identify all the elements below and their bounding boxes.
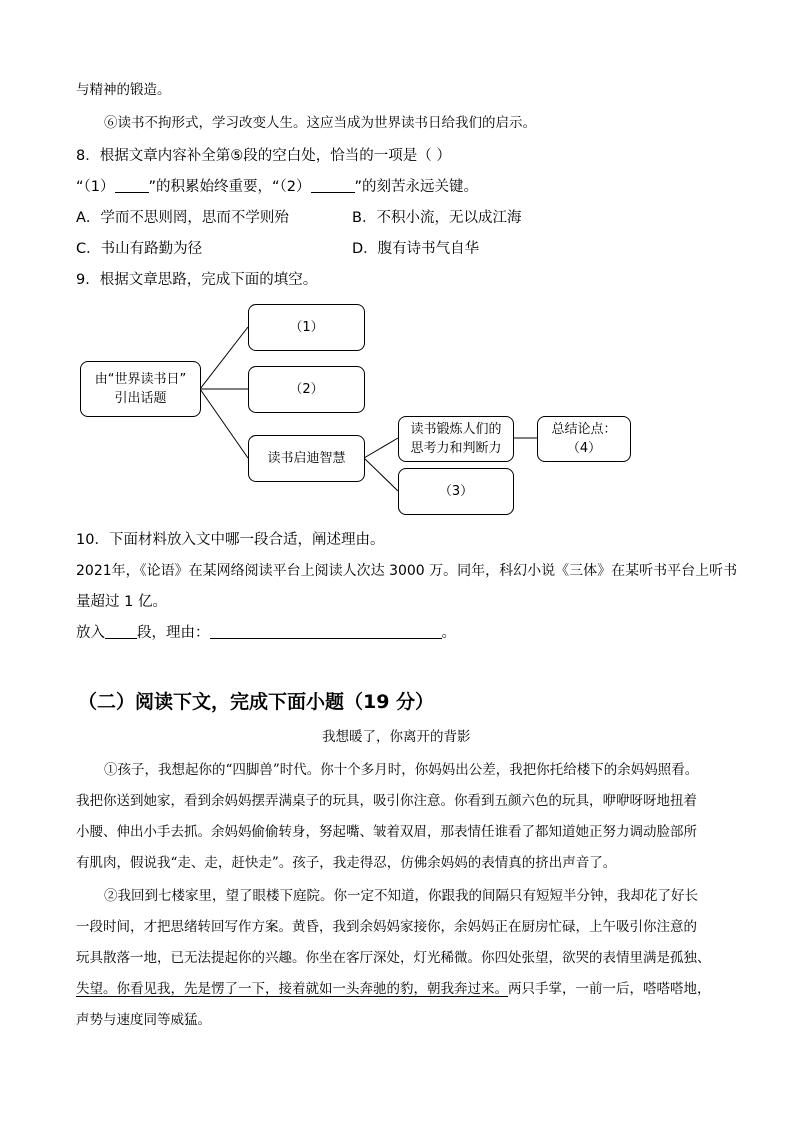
branch-3-label: 读书启迪智慧 [267,451,346,466]
underlined-sentence: 失望。你看见我，先是愣了一下，接着就如一头奔驰的豹，朝我奔过来。 [76,981,508,997]
answer-end: 。 [441,625,456,641]
conclusion-line-2: （4） [566,441,602,456]
question-8-stem: 8．根据文章内容补全第⑤段的空白处，恰当的一项是（ ） [76,148,451,164]
option-b: B．不积小流，无以成江海 [352,210,522,226]
intro-line: 与精神的锻造。 [76,82,171,98]
p1-line-3: 小腰、伸出小手去抓。余妈妈偷偷转身，努起嘴、皱着双眉，那表情任谁看了都知道她正努力调动脸部所 [76,824,697,840]
paragraph-blank[interactable] [105,624,137,639]
answer-mid: 段，理由： [137,625,210,641]
fill-text-a: “（1） [76,179,115,195]
mind-map-conclusion [537,416,631,462]
fill-text-c: ”的刻苦永远关键。 [354,179,479,195]
p2-line-1: ②我回到七楼家里，望了眼楼下庭院。你一定不知道，你跟我的间隔只有短短半分钟，我却花了好长 [104,888,698,904]
mind-map-branch-3 [248,435,365,482]
p1-line-2: 我把你送到她家，看到余妈妈摆弄满桌子的玩具，吸引你注意。你看到五颜六色的玩具，咿咿呀呀地扭着 [76,793,697,809]
p1-line-4: 有肌肉，假说我“走、走，赶快走”。孩子，我走得忍，仿佛余妈妈的表情真的挤出声音了。 [76,855,617,871]
sub-1-line-1: 读书锻炼人们的 [410,422,502,437]
section-2-title: （二）阅读下文，完成下面小题（19 分） [78,691,435,713]
mind-map-root [80,361,201,417]
mind-map-branch-2 [248,366,365,413]
sub-2-label: （3） [438,484,474,499]
material-line-2: 量超过 1 亿。 [76,594,167,610]
sub-1-line-2: 思考力和判断力 [410,441,502,456]
p1-line-1: ①孩子，我想起你的“四脚兽”时代。你十个多月时，你妈妈出公差，我把你托给楼下的余妈妈照看。 [104,762,699,778]
root-line-2: 引出话题 [114,391,167,406]
root-line-1: 由“世界读书日” [94,372,187,387]
p2-line-5: 声势与速度同等威猛。 [76,1012,211,1028]
conclusion-line-1: 总结论点： [551,422,617,437]
p2-line-4 [76,979,711,999]
mind-map-sub-1 [398,416,514,462]
article-title: 我想暖了，你离开的背影 [322,729,471,745]
p2-line-2: 一段时间，才把思绪转回写作方案。黄昏，我到余妈妈家接你，余妈妈正在厨房忙碌，上午吸引你注意的 [76,919,697,935]
question-10-stem: 10．下面材料放入文中哪一段合适，阐述理由。 [76,532,385,548]
answer-prefix: 放入 [76,625,105,641]
material-line-1: 2021年，《论语》在某网络阅读平台上阅读人次达 3000 万。同年，科幻小说《三体》在某听书平台上听书 [76,563,738,579]
fill-text-b: ”的积累始终重要，“（2） [148,179,311,195]
p2-line-3: 玩具散落一地，已无法提起你的兴趣。你坐在客厅深处，灯光稀微。你四处张望，欲哭的表情里满是孤独、 [76,950,711,966]
option-a: A．学而不思则罔，思而不学则殆 [76,210,289,226]
mind-map-branch-1 [248,304,365,351]
mind-map-sub-2 [398,468,514,515]
branch-1-label: （1） [289,320,324,335]
reason-blank[interactable] [210,624,442,639]
paragraph-6: ⑥读书不拘形式，学习改变人生。这应当成为世界读书日给我们的启示。 [104,115,536,131]
branch-2-label: （2） [289,382,324,397]
option-d: D．腹有诗书气自华 [352,241,480,257]
p2-line-4-rest: 两只手掌，一前一后，嗒嗒嗒地， [508,981,711,997]
answer-line [76,623,456,643]
question-9-stem: 9．根据文章思路，完成下面的填空。 [76,272,318,288]
option-c: C．书山有路勤为径 [76,241,203,257]
